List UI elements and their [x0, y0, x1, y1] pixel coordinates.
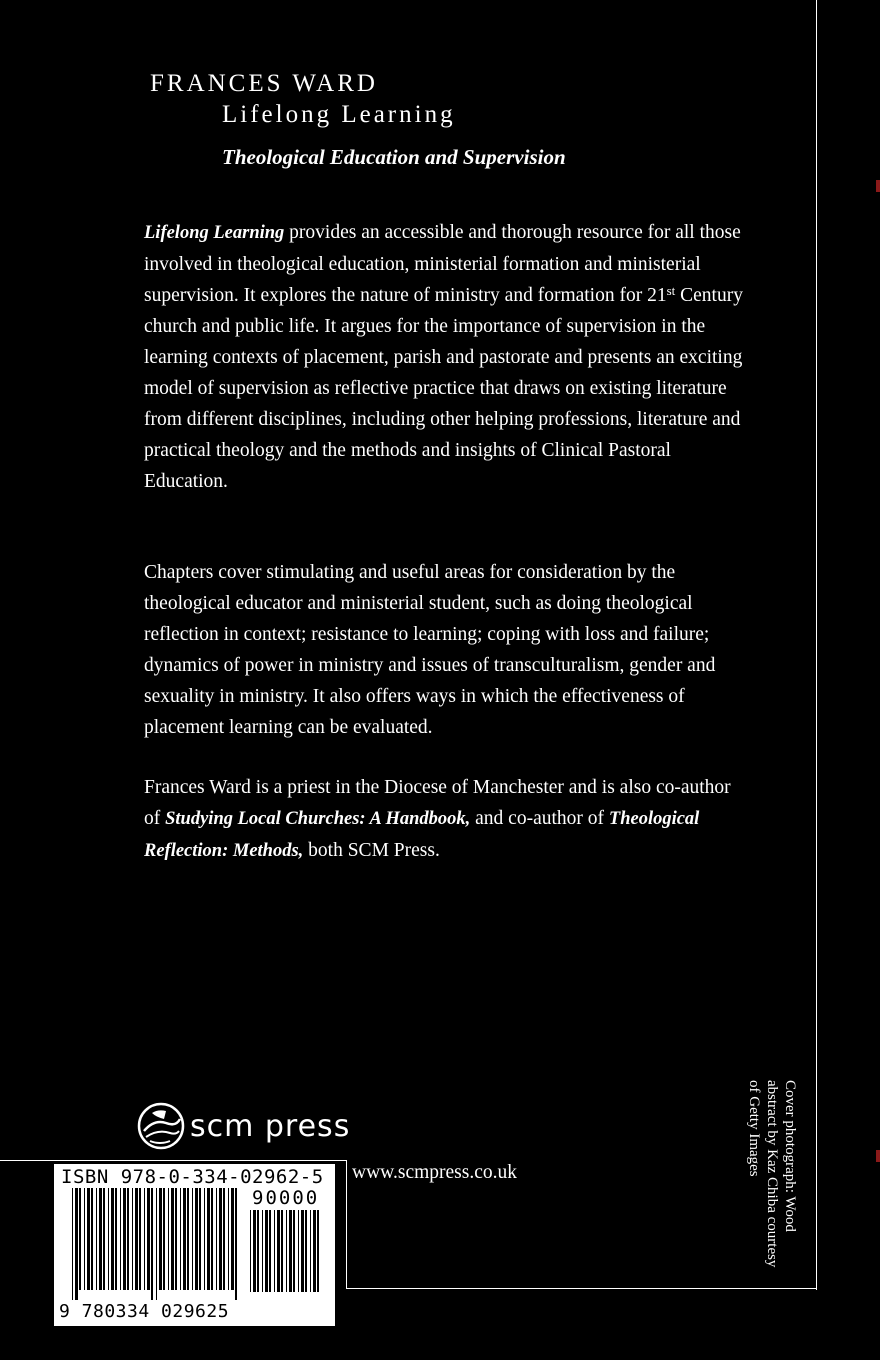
barcode-bar: [72, 1188, 73, 1300]
barcode-bar: [305, 1210, 307, 1292]
barcode-bar: [192, 1188, 193, 1290]
cover-photo-credit: Cover photograph: Wood abstract by Kaz Chiba courtesy of Getty Images: [746, 1080, 798, 1268]
barcode-bar: [199, 1188, 201, 1290]
barcode-bar: [317, 1210, 319, 1292]
barcode-bar: [228, 1188, 229, 1290]
barcode-bar: [301, 1210, 304, 1292]
barcode-bar: [265, 1210, 268, 1292]
barcode-bar: [277, 1210, 280, 1292]
publisher-website[interactable]: www.scmpress.co.uk: [352, 1162, 517, 1183]
barcode-bar: [207, 1188, 210, 1290]
barcode-bar: [293, 1210, 295, 1292]
barcode-bar: [281, 1210, 283, 1292]
publisher-name: scm press: [190, 1108, 351, 1144]
frame-bottom-left-border: [0, 1160, 346, 1161]
barcode-bar: [159, 1188, 162, 1290]
barcode-bar: [175, 1188, 177, 1290]
barcode-bar: [310, 1210, 311, 1292]
barcode-bar: [147, 1188, 150, 1290]
barcode-bar: [168, 1188, 169, 1290]
barcode-bar: [75, 1188, 78, 1300]
barcode-bars-main: [72, 1188, 242, 1300]
barcode-bar: [289, 1210, 292, 1292]
barcode-bar: [180, 1188, 181, 1290]
bio-text-c: both SCM Press.: [303, 840, 440, 861]
barcode-bar: [79, 1188, 81, 1290]
author-name: FRANCES WARD: [150, 70, 378, 97]
barcode-bar: [187, 1188, 189, 1290]
ordinal-suffix: st: [666, 283, 676, 298]
barcode-bar: [115, 1188, 117, 1290]
publisher-logo: [136, 1098, 350, 1154]
bio-text-b: and co-author of: [470, 808, 609, 829]
barcode-bar: [87, 1188, 90, 1290]
barcode-bar: [127, 1188, 129, 1290]
barcode-bar: [298, 1210, 299, 1292]
barcode-bar: [211, 1188, 213, 1290]
barcode-bar: [156, 1188, 157, 1300]
blurb-intro-text-a: provides an accessible and thorough resource for all those involved in theological education, ministerial formation and ministerial supervision. It explores the nature of ministry and formation for 21: [144, 222, 741, 306]
spine-edge-mark-bottom: [876, 1150, 880, 1162]
barcode-bar: [163, 1188, 165, 1290]
barcode-digits: 9 780334 029625: [59, 1301, 230, 1322]
barcode-bar: [103, 1188, 105, 1290]
barcode-bar: [183, 1188, 186, 1290]
barcode-bar: [250, 1210, 251, 1292]
barcode-bar: [132, 1188, 133, 1290]
blurb-lead-title: Lifelong Learning: [144, 223, 285, 243]
barcode-bars-addon: [250, 1210, 322, 1302]
barcode-bar: [274, 1210, 275, 1292]
barcode-bar: [204, 1188, 205, 1290]
isbn-barcode: [54, 1164, 335, 1326]
barcode-bar: [111, 1188, 114, 1290]
price-code: 90000: [252, 1187, 320, 1209]
spine-edge-mark-top: [876, 180, 880, 192]
blurb-paragraph-chapters: Chapters cover stimulating and useful areas for consideration by the theological educator and ministerial student, such as doing theological reflection in context; resistance to learning; coping with loss and failure; dynamics of power in ministry and issues of transculturalism, gender and sexuality in ministry. It also offers ways in which the effectiveness of placement learning can be evaluated.: [144, 562, 716, 738]
barcode-bar: [195, 1188, 198, 1290]
barcode-bar: [216, 1188, 217, 1290]
barcode-bar: [235, 1188, 237, 1300]
book-subtitle: Theological Education and Supervision: [222, 145, 566, 169]
barcode-bar: [151, 1188, 153, 1300]
barcode-bar: [223, 1188, 225, 1290]
bio-text-a: Frances Ward is a priest in the Diocese of Manchester and is also co-author of: [144, 777, 731, 829]
barcode-bar: [135, 1188, 138, 1290]
barcode-bar: [257, 1210, 259, 1292]
barcode-bar: [120, 1188, 121, 1290]
barcode-bar: [144, 1188, 145, 1290]
barcode-bar: [262, 1210, 263, 1292]
barcode-bar: [91, 1188, 93, 1290]
barcode-bar: [96, 1188, 97, 1290]
barcode-bar: [253, 1210, 256, 1292]
barcode-bar: [219, 1188, 222, 1290]
barcode-bar: [286, 1210, 287, 1292]
blurb-intro-text-b: Century church and public life. It argues for the importance of supervision in the learning contexts of placement, parish and pastorate and presents an exciting model of supervision as reflective practice that draws on existing literature from different disciplines, including other helping professions, literature and practical theology and the methods and insights of Clinical Pastoral Education.: [144, 285, 743, 492]
barcode-bar: [231, 1188, 234, 1290]
barcode-bar: [123, 1188, 126, 1290]
barcode-bar: [99, 1188, 102, 1290]
barcode-bar: [84, 1188, 85, 1290]
barcode-bar: [269, 1210, 271, 1292]
barcode-bar: [139, 1188, 141, 1290]
frame-bottom-border: [346, 1288, 816, 1289]
isbn-number: ISBN 978-0-334-02962-5: [61, 1166, 324, 1188]
scm-globe-icon: [136, 1101, 186, 1151]
barcode-bar: [313, 1210, 316, 1292]
book-title: Lifelong Learning: [222, 101, 456, 128]
frame-inner-left-border: [346, 1160, 347, 1288]
bio-book-title-2: Theological Reflection: Methods,: [144, 809, 700, 861]
bio-book-title-1: Studying Local Churches: A Handbook,: [165, 809, 471, 829]
barcode-bar: [108, 1188, 109, 1290]
blurb-paragraph-intro: [144, 217, 744, 497]
frame-right-border: [816, 0, 817, 1290]
barcode-bar: [171, 1188, 174, 1290]
blurb-paragraph-author-bio: [144, 772, 744, 867]
